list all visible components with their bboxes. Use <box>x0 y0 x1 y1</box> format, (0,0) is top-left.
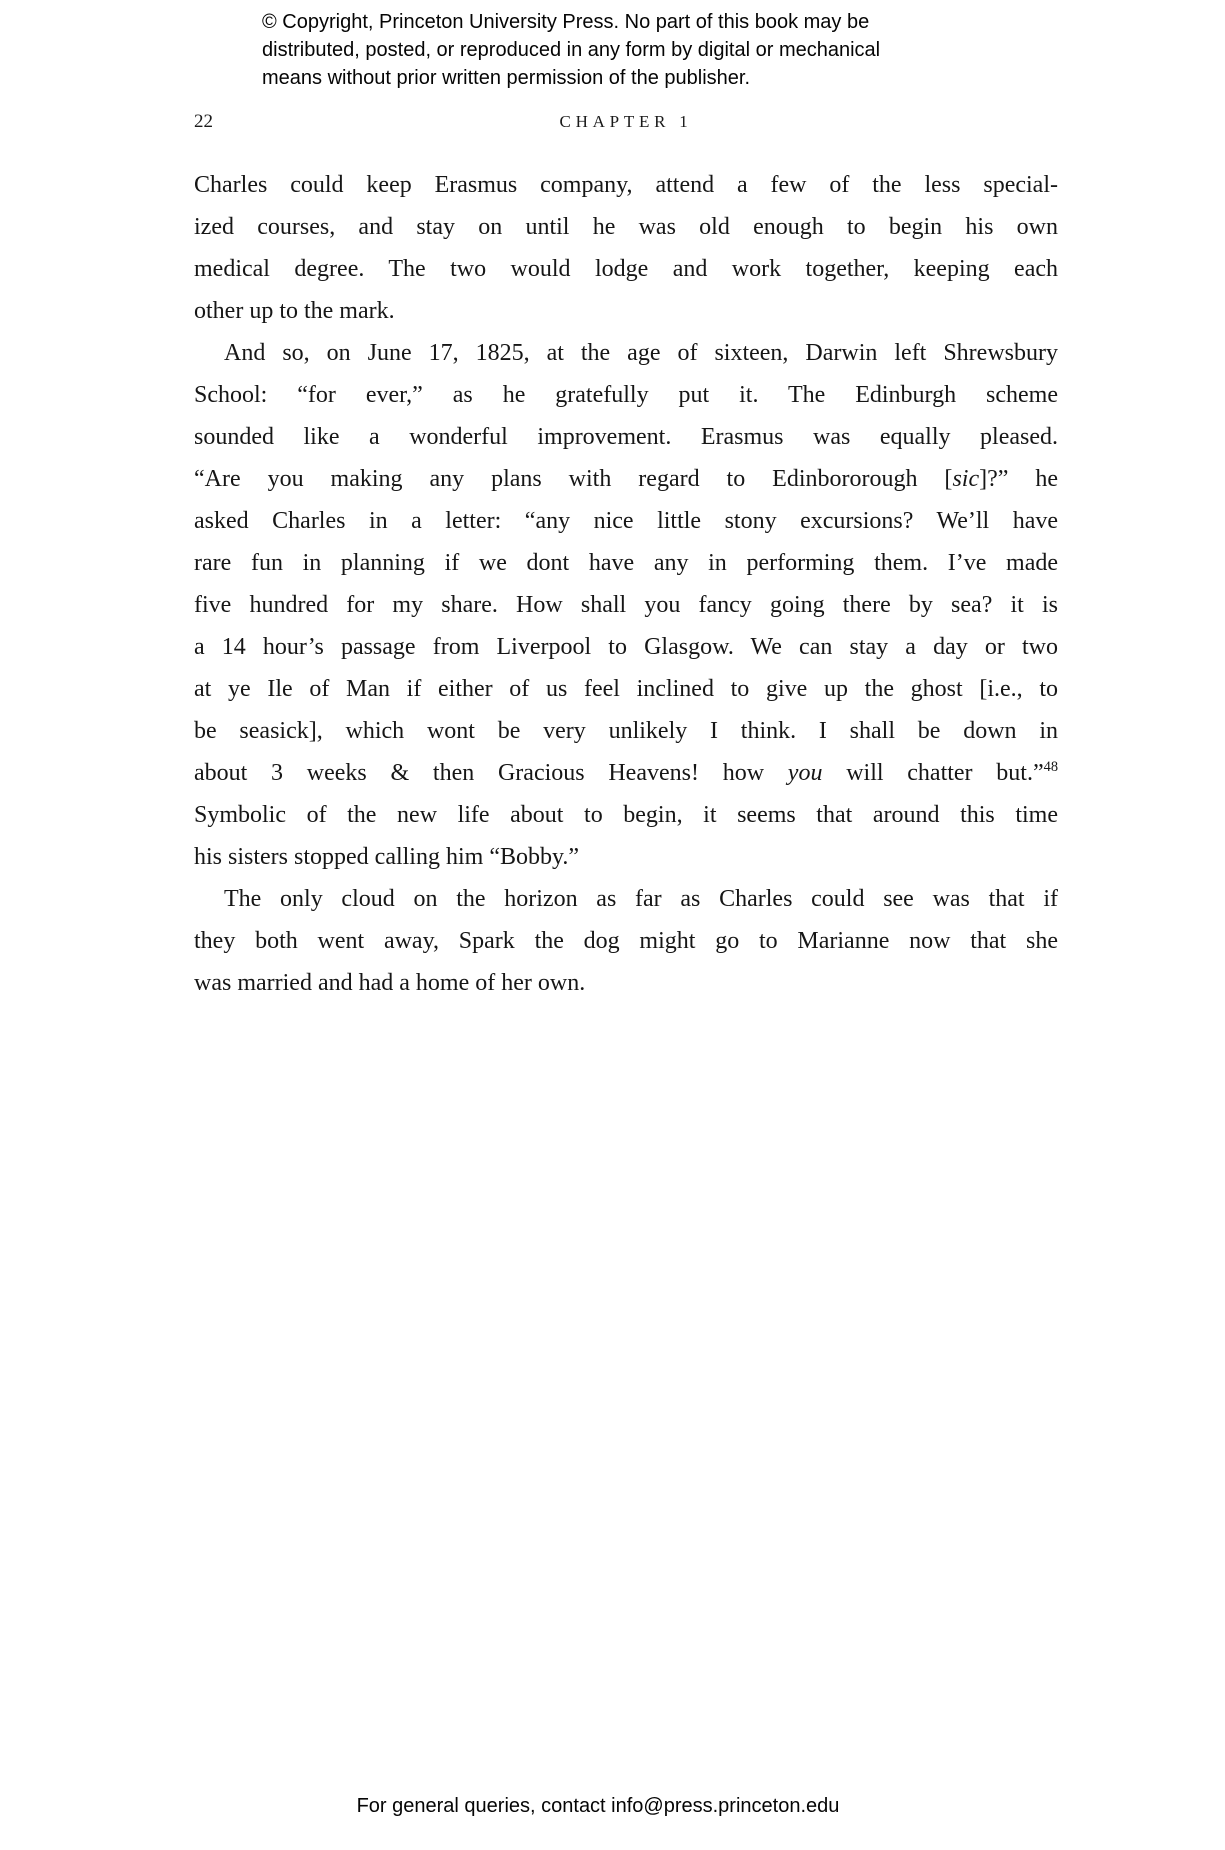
body-line <box>194 500 1058 542</box>
copyright-line: means without prior written permission of the publisher. <box>262 67 751 89</box>
copyright-notice <box>262 8 880 92</box>
text-segment: “Are you making any plans with regard to Edinbororough [ <box>194 466 953 492</box>
text-segment: asked Charles in a letter: “any nice little stony excursions? We’ll have <box>194 508 1058 534</box>
copyright-line: distributed, posted, or reproduced in any form by digital or mechanical <box>262 39 881 61</box>
text-segment: ]?” he <box>979 466 1059 492</box>
text-segment: be seasick], which wont be very unlikely I think. I shall be down in <box>194 718 1058 744</box>
body-line <box>194 920 1058 962</box>
text-segment: a 14 hour’s passage from Liverpool to Glasgow. We can stay a day or two <box>194 634 1058 660</box>
text-segment: rare fun in planning if we dont have any in performing them. I’ve made <box>194 550 1058 576</box>
text-segment: sounded like a wonderful improvement. Erasmus was equally pleased. <box>194 424 1058 450</box>
body-line <box>194 458 1058 500</box>
text-segment: The only cloud on the horizon as far as Charles could see was that if <box>224 886 1058 912</box>
body-line <box>194 878 1058 920</box>
text-segment: about 3 weeks & then Gracious Heavens! how <box>194 760 788 786</box>
body-line <box>194 248 1058 290</box>
text-segment: Charles could keep Erasmus company, attend a few of the less special- <box>194 172 1058 198</box>
text-segment: Symbolic of the new life about to begin, it seems that around this time <box>194 802 1058 828</box>
body-text <box>194 164 1058 1004</box>
text-segment: sic <box>952 466 980 492</box>
text-segment: School: “for ever,” as he gratefully put it. The Edinburgh scheme <box>194 382 1058 408</box>
body-line <box>194 962 1058 1004</box>
footer-contact: For general queries, contact info@press.princeton.edu <box>356 1795 840 1817</box>
body-line <box>194 626 1058 668</box>
body-line <box>194 668 1058 710</box>
body-line <box>194 332 1058 374</box>
body-line <box>194 710 1058 752</box>
body-line <box>194 206 1058 248</box>
text-segment: And so, on June 17, 1825, at the age of sixteen, Darwin left Shrewsbury <box>224 340 1058 366</box>
text-segment: you <box>787 760 823 786</box>
footnote-ref: 48 <box>1043 759 1059 775</box>
body-line <box>194 290 1058 332</box>
body-line <box>194 836 1058 878</box>
body-line <box>194 794 1058 836</box>
body-line <box>194 164 1058 206</box>
body-line <box>194 374 1058 416</box>
text-segment: other up to the mark. <box>194 298 395 324</box>
text-segment: medical degree. The two would lodge and work together, keeping each <box>194 256 1058 282</box>
page-header <box>194 109 1058 135</box>
running-head: CHAPTER 1 <box>559 112 693 131</box>
text-segment: his sisters stopped calling him “Bobby.” <box>194 844 580 870</box>
text-segment: was married and had a home of her own. <box>194 970 586 996</box>
text-segment: ized courses, and stay on until he was old enough to begin his own <box>194 214 1058 240</box>
copyright-line: © Copyright, Princeton University Press. No part of this book may be <box>262 11 870 33</box>
page-number: 22 <box>194 111 213 132</box>
text-segment: five hundred for my share. How shall you fancy going there by sea? it is <box>194 592 1058 618</box>
body-line <box>194 416 1058 458</box>
body-line <box>194 584 1058 626</box>
body-line <box>194 542 1058 584</box>
text-segment: at ye Ile of Man if either of us feel inclined to give up the ghost [i.e., to <box>194 676 1058 702</box>
body-line <box>194 752 1058 794</box>
text-segment: they both went away, Spark the dog might go to Marianne now that she <box>194 928 1058 954</box>
text-segment: will chatter but.” <box>822 760 1044 786</box>
